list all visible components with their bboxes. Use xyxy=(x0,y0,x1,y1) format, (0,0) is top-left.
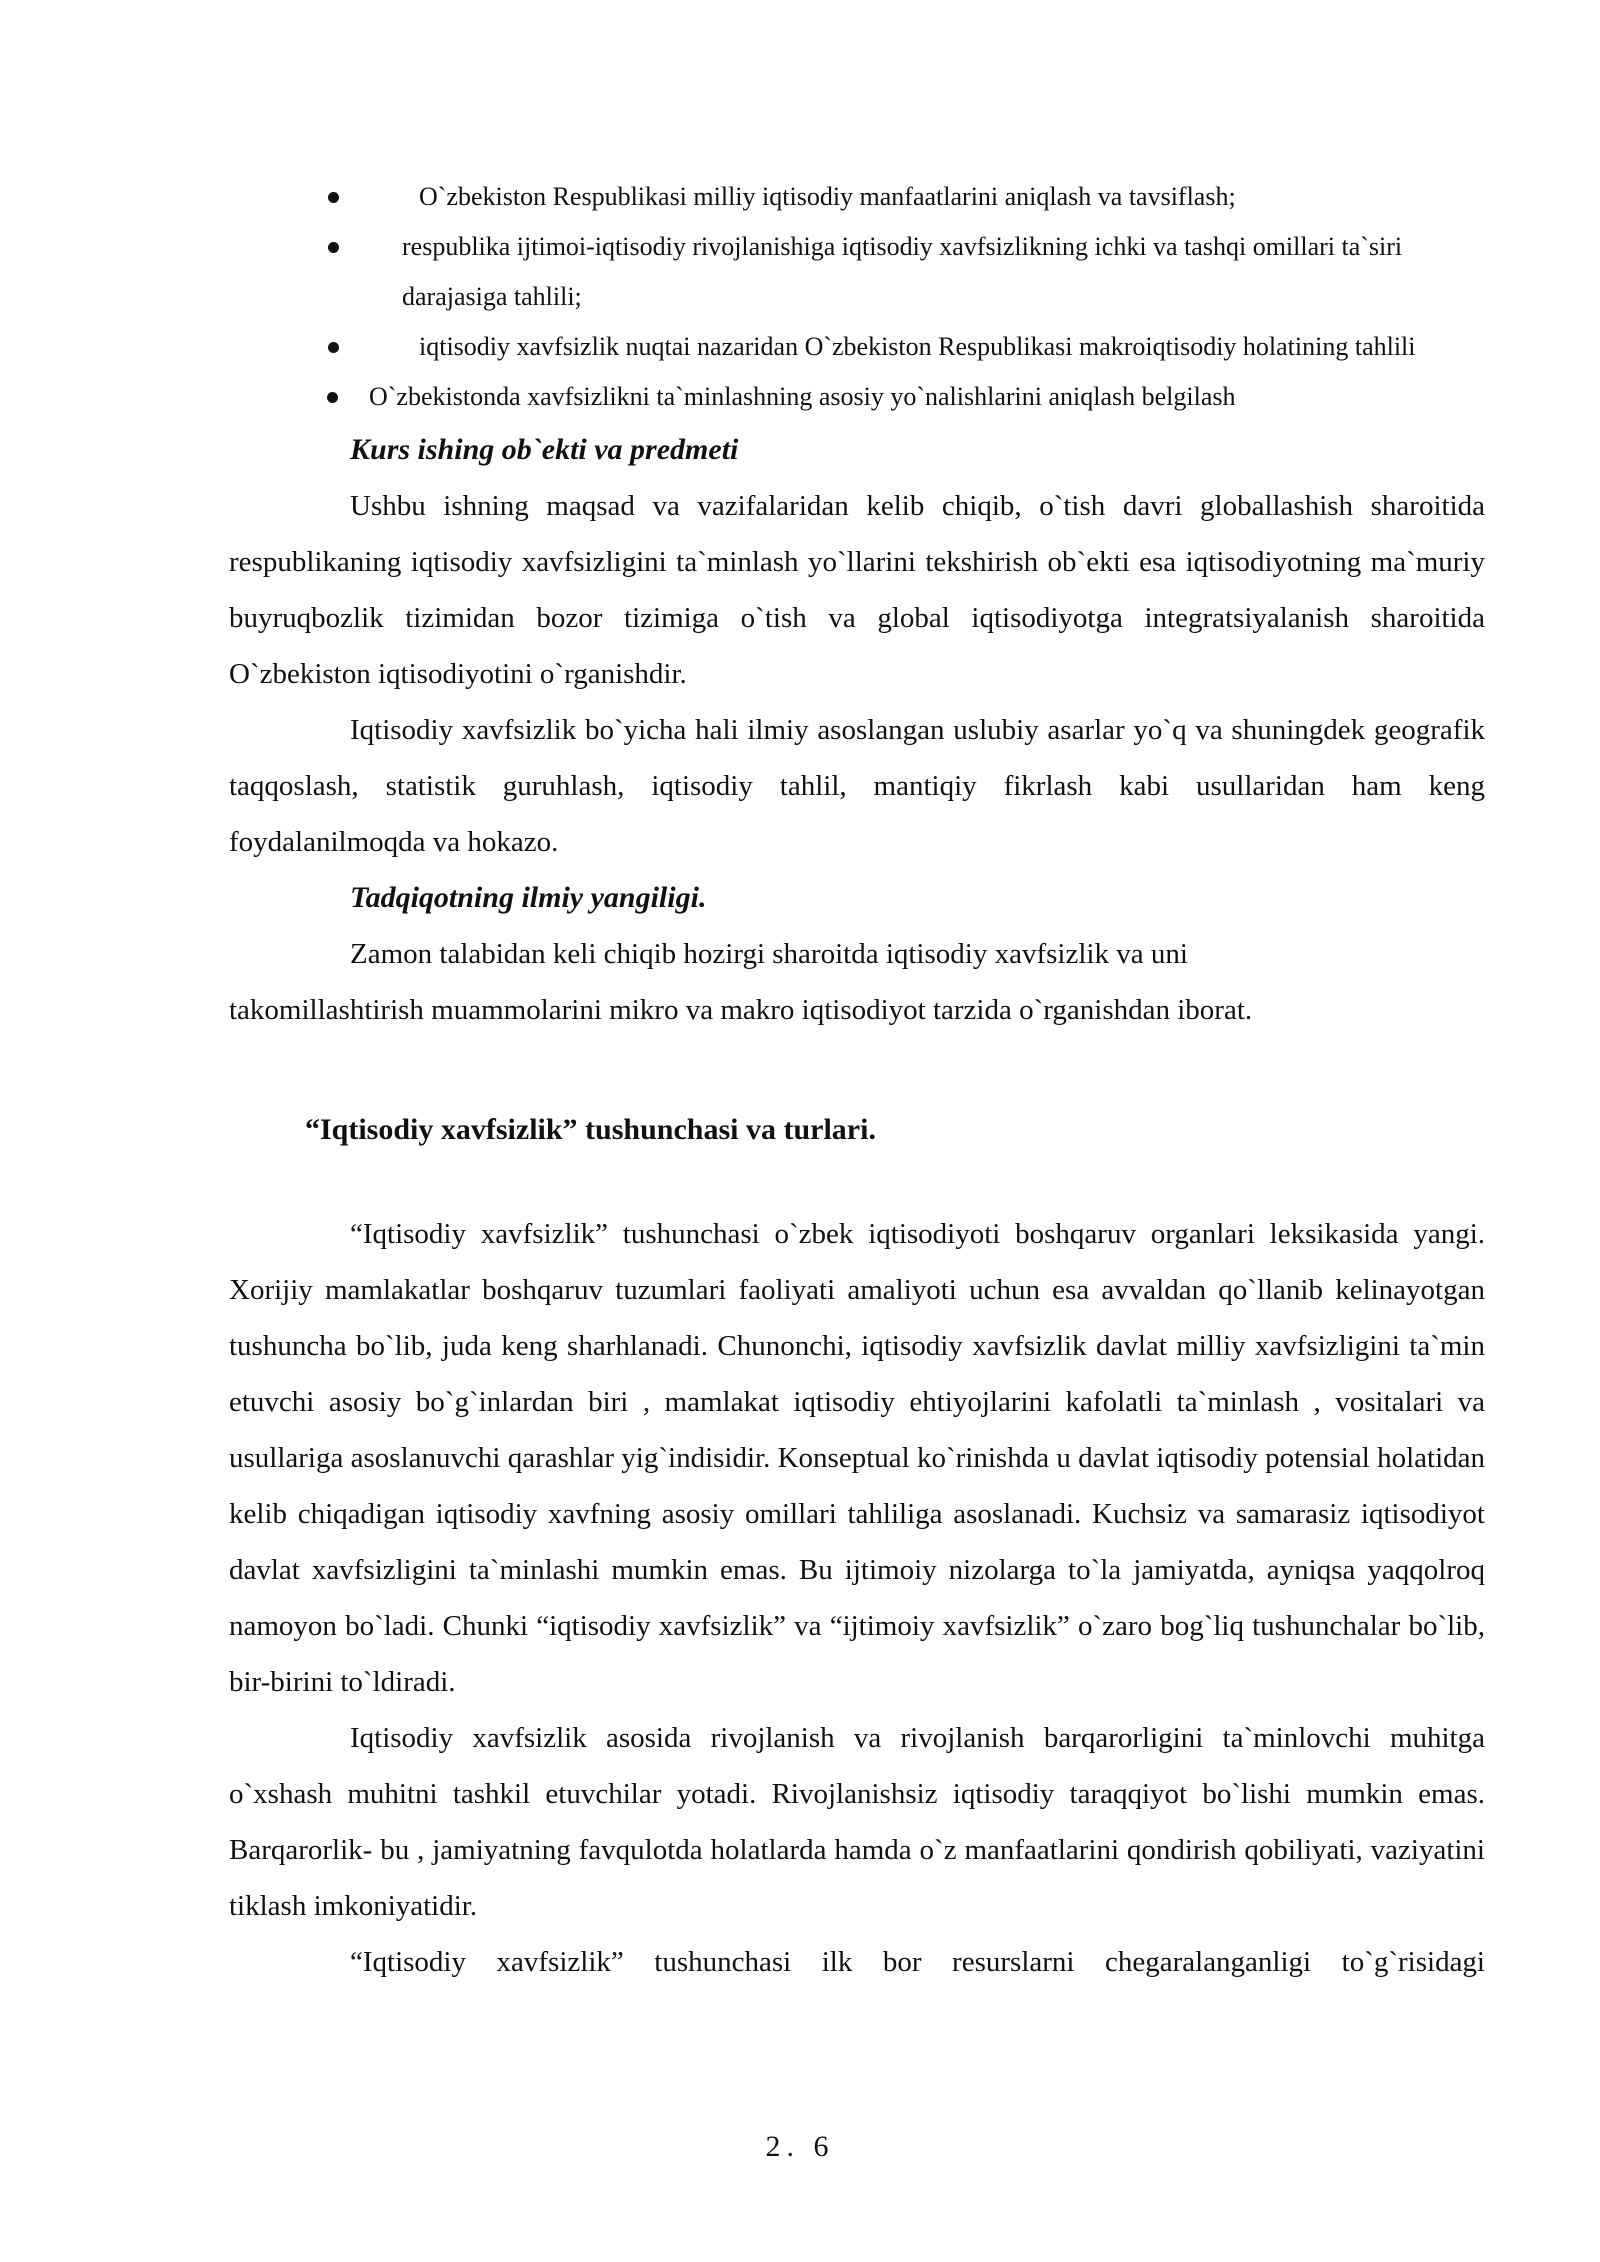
bullet-text: respublika ijtimoi-iqtisodiy rivojlanishiga iqtisodiy xavfsizlikning ichki va tashqi omillari ta`siri darajasiga tahlili; xyxy=(402,232,1403,311)
bullet-item xyxy=(229,372,1485,422)
bullet-dot-icon xyxy=(328,342,339,353)
bullet-dot-icon xyxy=(328,192,339,203)
bullet-item xyxy=(229,172,1485,222)
bullet-text: O`zbekiston Respublikasi milliy iqtisodiy manfaatlarini aniqlash va tavsiflash; xyxy=(419,182,1236,211)
bullet-dot-icon xyxy=(328,242,339,253)
paragraph-line: takomillashtirish muammolarini mikro va makro iqtisodiyot tarzida o`rganishdan iborat. xyxy=(229,994,1253,1026)
section-title: “Iqtisodiy xavfsizlik” tushunchasi va turlari. xyxy=(305,1113,876,1146)
section-heading-novelty: Tadqiqotning ilmiy yangiligi. xyxy=(350,881,707,914)
page-content xyxy=(229,172,1485,1990)
paragraph: “Iqtisodiy xavfsizlik” tushunchasi o`zbek iqtisodiyoti boshqaruv organlari leksikasida yangi. Xorijiy mamlakatlar boshqaruv tuzumlari faoliyati amaliyoti uchun esa avvaldan qo`llanib kelinayotgan tushuncha bo`lib, juda keng sharhlanadi. Chunonchi, iqtisodiy xavfsizlik davlat milliy xavfsizligini ta`min etuvchi asosiy bo`g`inlardan biri , mamlakat iqtisodiy ehtiyojlarini kafolatli ta`minlash , vositalari va usullariga asoslanuvchi qarashlar yig`indisidir. Konseptual ko`rinishda u davlat iqtisodiy potensial holatidan kelib chiqadigan iqtisodiy xavfning asosiy omillari tahliliga asoslanadi. Kuchsiz va samarasiz iqtisodiyot davlat xavfsizligini ta`minlashi mumkin emas. Bu ijtimoiy nizolarga to`la jamiyatda, ayniqsa yaqqolroq namoyon bo`ladi. Chunki “iqtisodiy xavfsizlik” va “ijtimoiy xavfsizlik” o`zaro bog`liq tushunchalar bo`lib, bir-birini to`ldiradi. xyxy=(229,1218,1485,1698)
paragraph: Iqtisodiy xavfsizlik asosida rivojlanish va rivojlanish barqarorligini ta`minlovchi muhitga o`xshash muhitni tashkil etuvchilar yotadi. Rivojlanishsiz iqtisodiy taraqqiyot bo`lishi mumkin emas. Barqarorlik- bu , jamiyatning favqulotda holatlarda hamda o`z manfaatlarini qondirish qobiliyati, vaziyatini tiklash imkoniyatidir. xyxy=(229,1722,1485,1922)
paragraph: Ushbu ishning maqsad va vazifalaridan kelib chiqib, o`tish davri globallashish sharoitida respublikaning iqtisodiy xavfsizligini ta`minlash yo`llarini tekshirish ob`ekti esa iqtisodiyotning ma`muriy buyruqbozlik tizimidan bozor tizimiga o`tish va global iqtisodiyotga integratsiyalanish sharoitida O`zbekiston iqtisodiyotini o`rganishdir. xyxy=(229,490,1485,690)
bullet-text: O`zbekistonda xavfsizlikni ta`minlashning asosiy yo`nalishlarini aniqlash belgilash xyxy=(369,382,1236,411)
paragraph-line: Zamon talabidan keli chiqib hozirgi sharoitda iqtisodiy xavfsizlik va uni xyxy=(350,938,1188,970)
paragraph: “Iqtisodiy xavfsizlik” tushunchasi ilk bor resurslarni chegaralanganligi to`g`risidagi xyxy=(350,1946,1485,1978)
bullet-dot-icon xyxy=(327,392,338,403)
bullet-text: iqtisodiy xavfsizlik nuqtai nazaridan O`zbekiston Respublikasi makroiqtisodiy holatining tahlili xyxy=(419,332,1416,361)
page-number: 2. 6 xyxy=(765,2130,835,2163)
bullet-item xyxy=(229,222,1485,322)
paragraph: Iqtisodiy xavfsizlik bo`yicha hali ilmiy asoslangan uslubiy asarlar yo`q va shuningdek geografik taqqoslash, statistik guruhlash, iqtisodiy tahlil, mantiqiy fikrlash kabi usullaridan ham keng foydalanilmoqda va hokazo. xyxy=(229,714,1485,858)
section-heading-object: Kurs ishing ob`ekti va predmeti xyxy=(350,433,739,466)
bullet-item xyxy=(229,322,1485,372)
